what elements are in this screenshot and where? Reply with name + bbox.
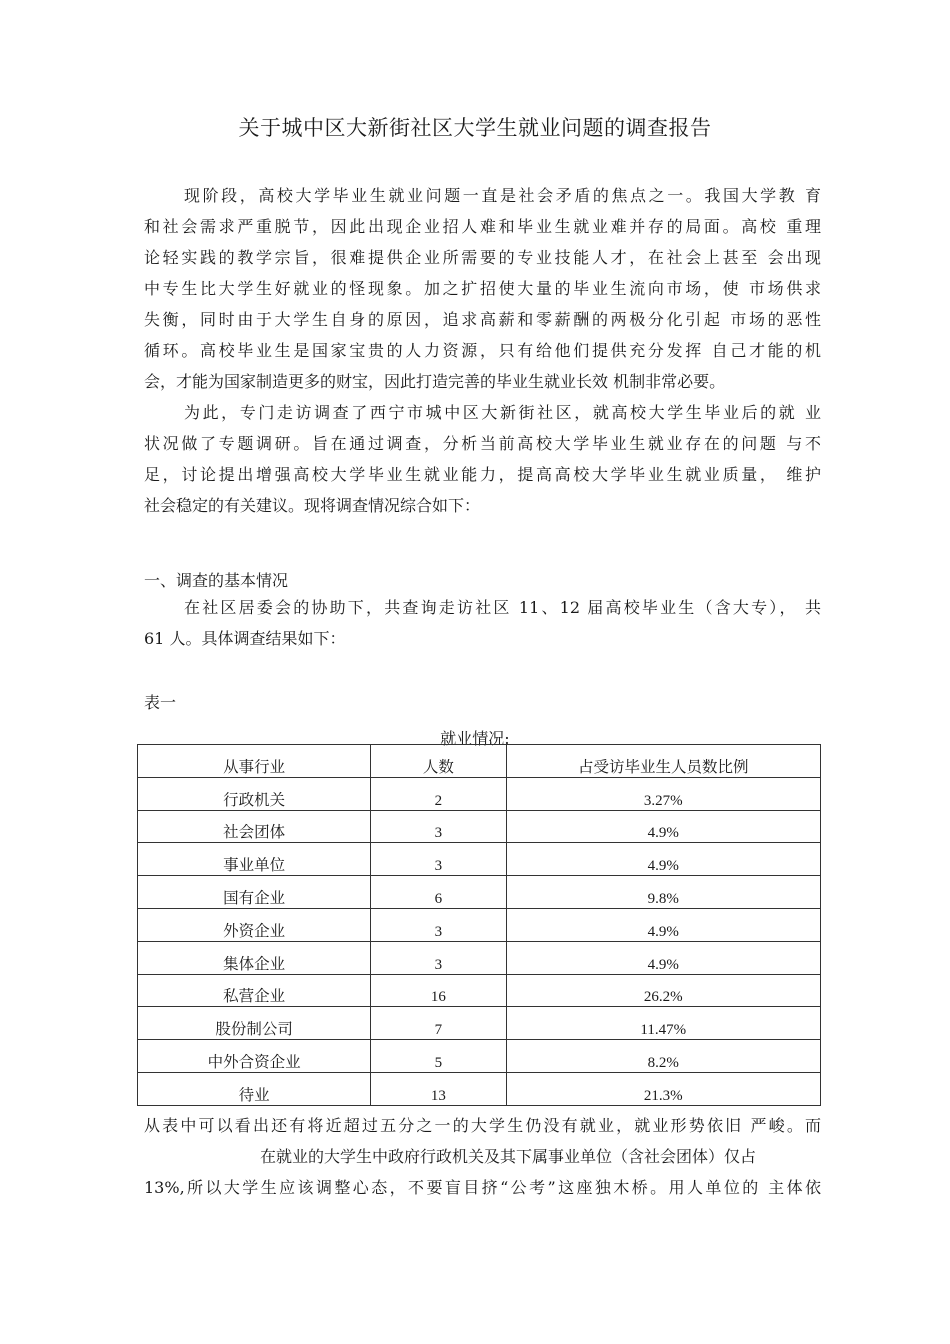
count-cell: 3 <box>371 810 506 843</box>
percentage-cell: 4.9% <box>506 843 820 876</box>
count-cell: 13 <box>371 1072 506 1105</box>
industry-cell: 股份制公司 <box>138 1007 371 1040</box>
table-row <box>138 941 821 974</box>
count-cell: 3 <box>371 843 506 876</box>
table-row <box>138 777 821 810</box>
table-label: 表一 <box>144 693 177 712</box>
industry-cell: 集体企业 <box>138 941 371 974</box>
count-cell: 3 <box>371 908 506 941</box>
paragraph-line: 社会稳定的有关建议。现将调查情况综合如下： <box>144 496 481 515</box>
paragraph-line: 足，讨论提出增强高校大学毕业生就业能力，提高高校大学毕业生就业质量， 维护 <box>144 465 821 484</box>
industry-cell: 外资企业 <box>138 908 371 941</box>
industry-cell: 行政机关 <box>138 777 371 810</box>
conclusion-paragraph <box>144 1110 821 1203</box>
paragraph-line: 失衡，同时由于大学生自身的原因，追求高薪和零薪酬的两极分化引起 市场的恶性 <box>144 310 821 329</box>
paragraph-line: 在就业的大学生中政府行政机关及其下属事业单位（含社会团体）仅占 <box>260 1147 757 1166</box>
section-heading: 一、调查的基本情况 <box>144 571 289 590</box>
count-cell: 16 <box>371 974 506 1007</box>
column-header: 人数 <box>371 745 506 778</box>
industry-cell: 中外合资企业 <box>138 1040 371 1073</box>
paragraph-line: 现阶段，高校大学毕业生就业问题一直是社会矛盾的焦点之一。我国大学教 育 <box>184 186 821 205</box>
industry-cell: 私营企业 <box>138 974 371 1007</box>
document-title: 关于城中区大新街社区大学生就业问题的调查报告 <box>238 116 712 140</box>
paragraph-line: 在社区居委会的协助下，共查询走访社区 11、12 届高校毕业生（含大专）， 共 <box>184 598 821 617</box>
table-row <box>138 810 821 843</box>
section-1-paragraph <box>144 592 821 654</box>
paragraph-line: 状况做了专题调研。旨在通过调查，分析当前高校大学毕业生就业存在的问题 与不 <box>144 434 821 453</box>
paragraph-line: 61 人。具体调查结果如下： <box>144 629 346 648</box>
percentage-cell: 11.47% <box>506 1007 820 1040</box>
column-header: 占受访毕业生人员数比例 <box>506 745 820 778</box>
percentage-cell: 21.3% <box>506 1072 820 1105</box>
table-row <box>138 876 821 909</box>
count-cell: 2 <box>371 777 506 810</box>
industry-cell: 社会团体 <box>138 810 371 843</box>
intro-paragraph-2 <box>144 397 821 521</box>
count-cell: 6 <box>371 876 506 909</box>
paragraph-line: 循环。高校毕业生是国家宝贵的人力资源，只有给他们提供充分发挥 自己才能的机 <box>144 341 821 360</box>
table-caption: 就业情况: <box>440 729 510 748</box>
table-row <box>138 1007 821 1040</box>
percentage-cell: 9.8% <box>506 876 820 909</box>
percentage-cell: 8.2% <box>506 1040 820 1073</box>
paragraph-line: 会，才能为国家制造更多的财宝，因此打造完善的毕业生就业长效 机制非常必要。 <box>144 372 726 391</box>
paragraph-line: 中专生比大学生好就业的怪现象。加之扩招使大量的毕业生流向市场，使 市场供求 <box>144 279 821 298</box>
percentage-cell: 4.9% <box>506 941 820 974</box>
paragraph-line: 从表中可以看出还有将近超过五分之一的大学生仍没有就业，就业形势依旧 严峻。而 <box>144 1116 821 1135</box>
count-cell: 5 <box>371 1040 506 1073</box>
intro-paragraph-1 <box>144 180 821 397</box>
percentage-cell: 26.2% <box>506 974 820 1007</box>
percentage-cell: 4.9% <box>506 908 820 941</box>
percentage-cell: 3.27% <box>506 777 820 810</box>
paragraph-line: 和社会需求严重脱节，因此出现企业招人难和毕业生就业难并存的局面。高校 重理 <box>144 217 821 236</box>
count-cell: 3 <box>371 941 506 974</box>
employment-table <box>137 744 821 1106</box>
industry-cell: 事业单位 <box>138 843 371 876</box>
column-header: 从事行业 <box>138 745 371 778</box>
table-row <box>138 908 821 941</box>
percentage-cell: 4.9% <box>506 810 820 843</box>
count-cell: 7 <box>371 1007 506 1040</box>
table-row <box>138 1072 821 1105</box>
paragraph-line: 论轻实践的教学宗旨，很难提供企业所需要的专业技能人才，在社会上甚至 会出现 <box>144 248 821 267</box>
table-header-row <box>138 745 821 778</box>
table-row <box>138 843 821 876</box>
paragraph-line: 为此，专门走访调查了西宁市城中区大新街社区，就高校大学生毕业后的就 业 <box>184 403 821 422</box>
industry-cell: 待业 <box>138 1072 371 1105</box>
paragraph-line: 13%,所以大学生应该调整心态，不要盲目挤“公考”这座独木桥。用人单位的 主体依 <box>144 1178 821 1197</box>
table-row <box>138 1040 821 1073</box>
table-row <box>138 974 821 1007</box>
industry-cell: 国有企业 <box>138 876 371 909</box>
